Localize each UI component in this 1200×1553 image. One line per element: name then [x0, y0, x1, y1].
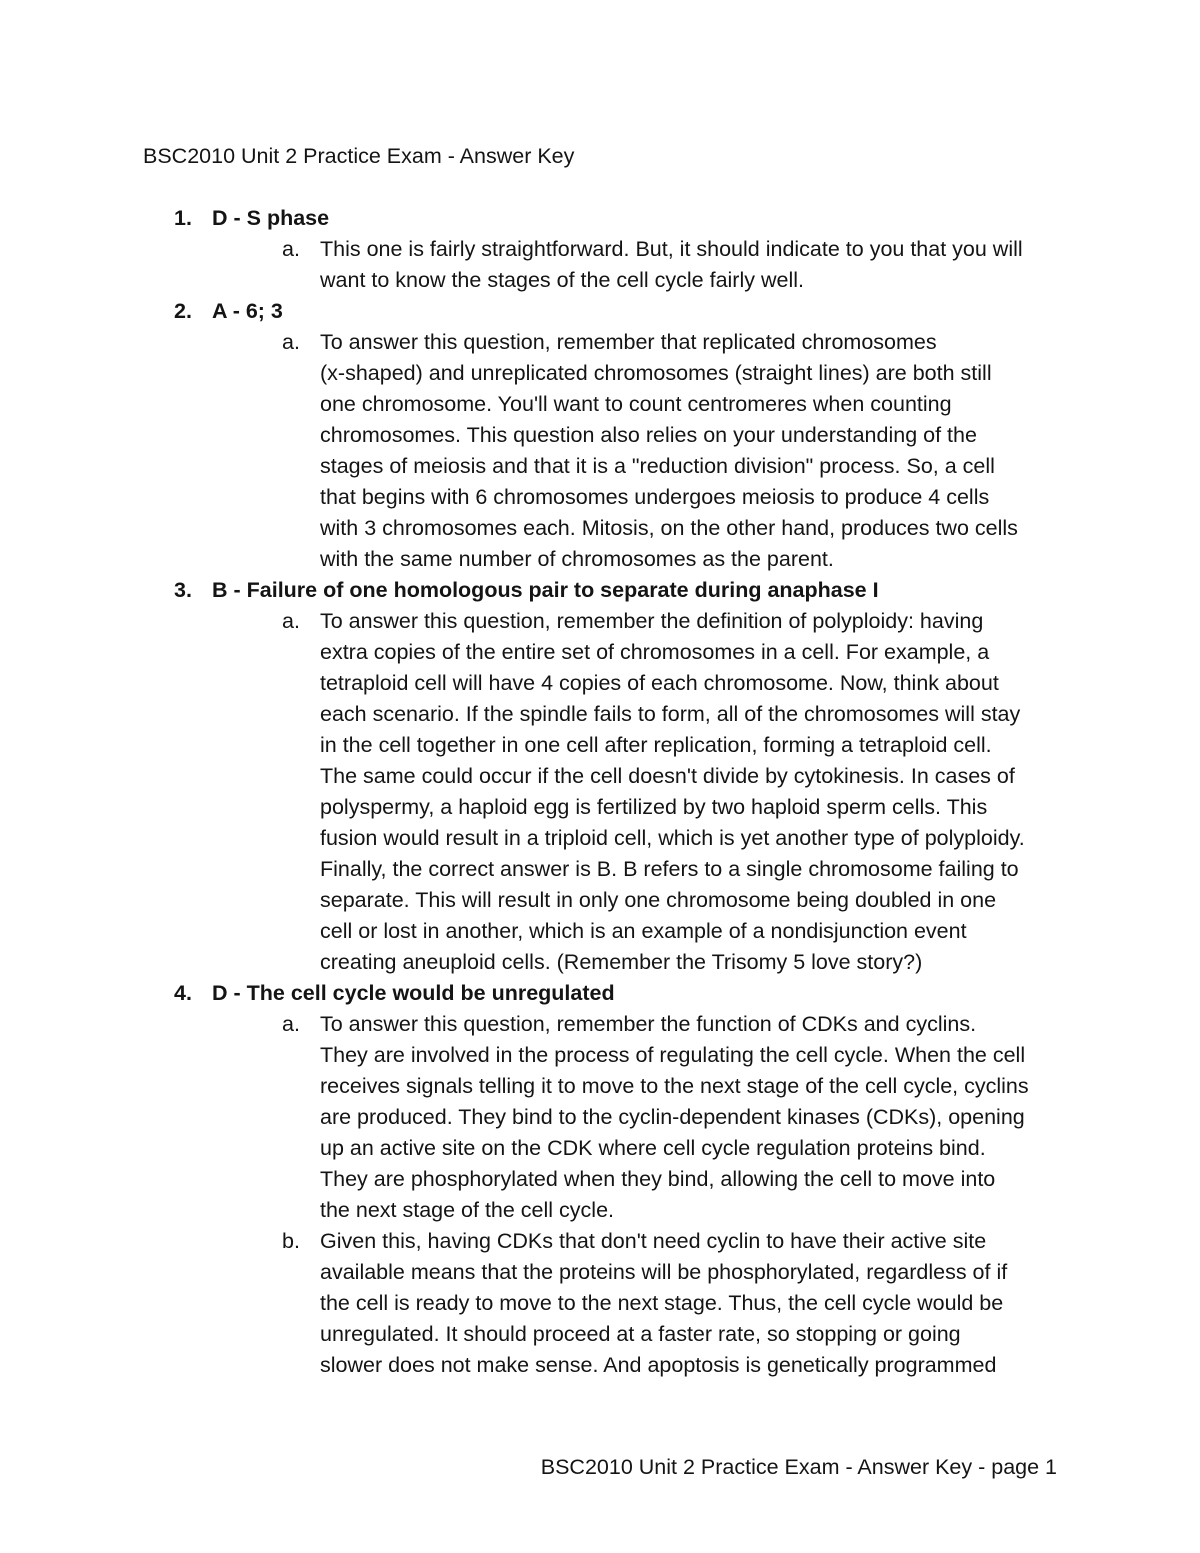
explanation-letter: a.: [282, 237, 300, 261]
explanation-line: To answer this question, remember the definition of polyploidy: having: [320, 609, 984, 633]
explanation-line: one chromosome. You'll want to count centromeres when counting: [320, 392, 952, 416]
page-footer: BSC2010 Unit 2 Practice Exam - Answer Key - page 1: [540, 1455, 1057, 1479]
explanation-line: in the cell together in one cell after replication, forming a tetraploid cell.: [320, 733, 992, 757]
explanation-letter: b.: [282, 1229, 300, 1253]
explanation-list: [212, 234, 1074, 296]
answer-heading: B - Failure of one homologous pair to separate during anaphase I: [212, 578, 879, 602]
explanation-letter: a.: [282, 330, 300, 354]
explanation-list: [212, 606, 1074, 978]
question-number: 1.: [174, 206, 192, 230]
explanation-line: the next stage of the cell cycle.: [320, 1198, 614, 1222]
question-item: [174, 296, 1074, 575]
explanation-item: [282, 327, 1074, 575]
explanation-line: polyspermy, a haploid egg is fertilized by two haploid sperm cells. This: [320, 795, 988, 819]
explanation-line: the cell is ready to move to the next stage. Thus, the cell cycle would be: [320, 1291, 1004, 1315]
answer-list: [174, 203, 1074, 1381]
answer-heading: D - The cell cycle would be unregulated: [212, 981, 615, 1005]
explanation-line: separate. This will result in only one chromosome being doubled in one: [320, 888, 997, 912]
explanation-line: are produced. They bind to the cyclin-dependent kinases (CDKs), opening: [320, 1105, 1025, 1129]
explanation-line: stages of meiosis and that it is a "reduction division" process. So, a cell: [320, 454, 995, 478]
explanation-line: To answer this question, remember the function of CDKs and cyclins.: [320, 1012, 977, 1036]
explanation-line: tetraploid cell will have 4 copies of each chromosome. Now, think about: [320, 671, 999, 695]
explanation-line: each scenario. If the spindle fails to form, all of the chromosomes will stay: [320, 702, 1021, 726]
answer-heading: A - 6; 3: [212, 299, 283, 323]
explanation-line: They are involved in the process of regulating the cell cycle. When the cell: [320, 1043, 1026, 1067]
document-title: BSC2010 Unit 2 Practice Exam - Answer Key: [143, 144, 575, 168]
question-number: 4.: [174, 981, 192, 1005]
explanation-line: (x-shaped) and unreplicated chromosomes (straight lines) are both still: [320, 361, 992, 385]
answer-heading: D - S phase: [212, 206, 330, 230]
explanation-line: extra copies of the entire set of chromosomes in a cell. For example, a: [320, 640, 990, 664]
explanation-line: This one is fairly straightforward. But, it should indicate to you that you will: [320, 237, 1023, 261]
explanation-line: creating aneuploid cells. (Remember the Trisomy 5 love story?): [320, 950, 923, 974]
explanation-list: [212, 327, 1074, 575]
explanation-item: [282, 1226, 1074, 1381]
explanation-line: cell or lost in another, which is an example of a nondisjunction event: [320, 919, 967, 943]
explanation-item: [282, 1009, 1074, 1226]
explanation-line: slower does not make sense. And apoptosis is genetically programmed: [320, 1353, 997, 1377]
explanation-line: They are phosphorylated when they bind, allowing the cell to move into: [320, 1167, 996, 1191]
explanation-line: available means that the proteins will be phosphorylated, regardless of if: [320, 1260, 1008, 1284]
explanation-item: [282, 606, 1074, 978]
explanation-line: Finally, the correct answer is B. B refers to a single chromosome failing to: [320, 857, 1019, 881]
question-item: [174, 575, 1074, 978]
explanation-line: receives signals telling it to move to the next stage of the cell cycle, cyclins: [320, 1074, 1029, 1098]
question-number: 3.: [174, 578, 192, 602]
explanation-line: unregulated. It should proceed at a faster rate, so stopping or going: [320, 1322, 961, 1346]
question-item: [174, 203, 1074, 296]
explanation-line: To answer this question, remember that replicated chromosomes: [320, 330, 937, 354]
explanation-line: The same could occur if the cell doesn't divide by cytokinesis. In cases of: [320, 764, 1015, 788]
explanation-line: fusion would result in a triploid cell, which is yet another type of polyploidy.: [320, 826, 1025, 850]
explanation-item: [282, 234, 1074, 296]
explanation-line: want to know the stages of the cell cycle fairly well.: [320, 268, 804, 292]
explanation-letter: a.: [282, 609, 300, 633]
explanation-line: that begins with 6 chromosomes undergoes meiosis to produce 4 cells: [320, 485, 990, 509]
question-number: 2.: [174, 299, 192, 323]
explanation-line: with 3 chromosomes each. Mitosis, on the other hand, produces two cells: [320, 516, 1018, 540]
explanation-line: chromosomes. This question also relies on your understanding of the: [320, 423, 977, 447]
explanation-line: with the same number of chromosomes as the parent.: [320, 547, 834, 571]
explanation-line: up an active site on the CDK where cell cycle regulation proteins bind.: [320, 1136, 986, 1160]
question-item: [174, 978, 1074, 1381]
explanation-letter: a.: [282, 1012, 300, 1036]
explanation-line: Given this, having CDKs that don't need cyclin to have their active site: [320, 1229, 987, 1253]
explanation-list: [212, 1009, 1074, 1381]
